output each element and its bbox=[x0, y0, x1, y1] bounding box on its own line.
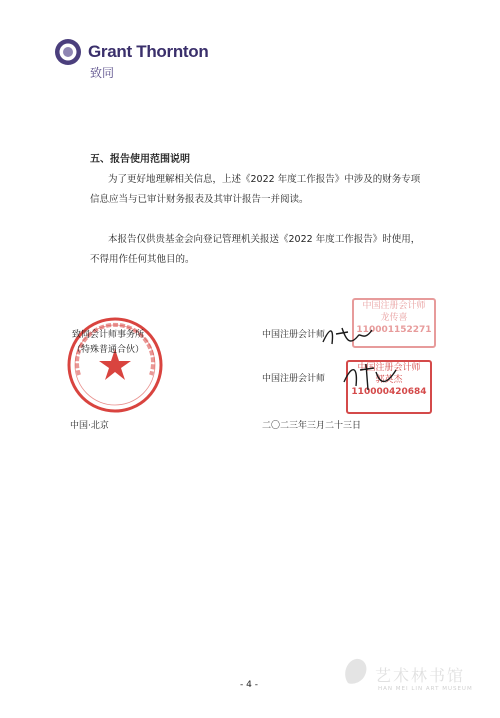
museum-watermark-logo-icon bbox=[338, 655, 374, 691]
grant-thornton-logo-icon bbox=[54, 38, 82, 66]
paragraph-1-line-2: 信息应当与已审计财务报表及其审计报告一并阅读。 bbox=[90, 194, 309, 205]
firm-name: 致同会计师事务所 bbox=[72, 330, 145, 340]
paragraph-2 bbox=[90, 230, 430, 270]
cpa-stamp-2-title: 中国注册会计师 bbox=[357, 363, 421, 373]
museum-watermark-en: HAN MEI LIN ART MUSEUM bbox=[378, 686, 473, 692]
firm-type: （特殊普通合伙） bbox=[72, 345, 145, 355]
signature-2 bbox=[340, 360, 400, 392]
location: 中国·北京 bbox=[70, 421, 109, 431]
museum-watermark-cn: 艺术林书馆 bbox=[375, 666, 466, 685]
paragraph-1-line-1: 为了更好地理解相关信息，上述《2022 年度工作报告》中涉及的财务专项 bbox=[108, 174, 421, 185]
cpa-stamp-2-name: 郭英杰 bbox=[375, 375, 403, 385]
cpa-label-1: 中国注册会计师 bbox=[262, 330, 326, 340]
brand-name-cn: 致同 bbox=[90, 66, 115, 80]
page-number: - 4 - bbox=[240, 680, 258, 690]
signature-1 bbox=[320, 322, 375, 352]
paragraph-2-line-2: 不得用作任何其他目的。 bbox=[90, 254, 195, 265]
cpa-label-2: 中国注册会计师 bbox=[262, 374, 326, 384]
paragraph-1 bbox=[90, 170, 430, 210]
cpa-stamp-1-number: 110001152271 bbox=[356, 325, 432, 335]
cpa-stamp-1-title: 中国注册会计师 bbox=[362, 301, 426, 311]
paragraph-2-line-1: 本报告仅供贵基金会向登记管理机关报送《2022 年度工作报告》时使用， bbox=[108, 234, 421, 245]
report-date: 二〇二三年三月二十三日 bbox=[262, 421, 362, 431]
cpa-stamp-2-number: 110000420684 bbox=[351, 387, 427, 397]
section-title: 五、报告使用范围说明 bbox=[90, 154, 190, 165]
cpa-stamp-1-name: 龙传喜 bbox=[380, 313, 408, 323]
brand-name: Grant Thornton bbox=[88, 42, 209, 61]
